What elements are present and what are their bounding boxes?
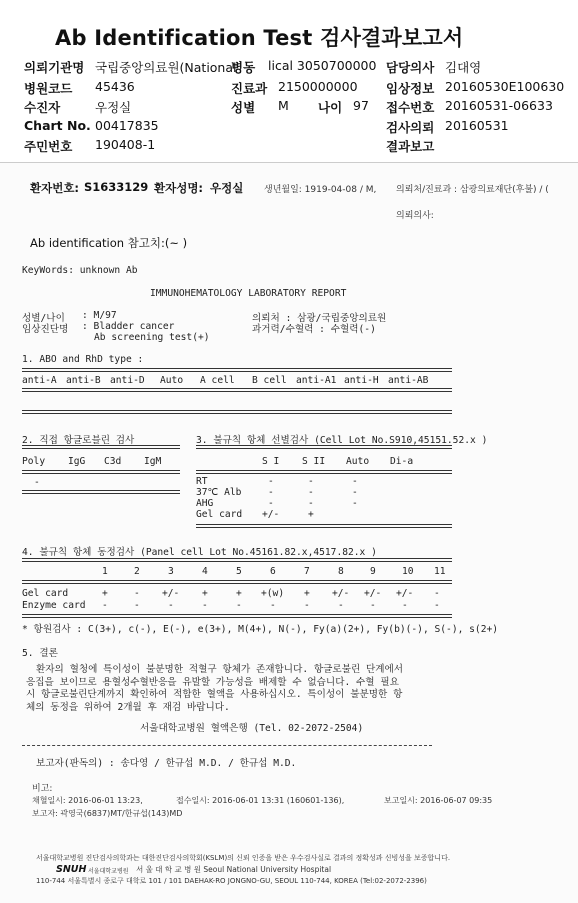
sex-label: 성별 [231, 100, 256, 115]
sec2-value: - [34, 477, 40, 488]
sec3-cell: - [268, 476, 274, 487]
certification-text: 서울대학교병원 진단검사의학과는 대한진단검사의학회(KSLM)의 신뢰 인증을 받은 우수검사실로 결과의 정확성과 신빙성을 보증합니다. [36, 854, 451, 862]
sec3-cell: - [308, 476, 314, 487]
sec4-cell: + [102, 588, 108, 599]
diagnosis-label: 임상진단명 [22, 324, 69, 335]
sec4-cell: +/- [396, 588, 414, 599]
sec3-cell: - [308, 487, 314, 498]
snuh-logo-sub: 서울대학교병원 [88, 868, 129, 875]
sec4-cell: - [102, 600, 108, 611]
sec1-col-header: anti-A1 [296, 375, 337, 386]
chart-no-value: 00417835 [95, 118, 159, 133]
sec1-rule-bottom [22, 410, 452, 414]
sec4-col-header: 1 [102, 566, 108, 577]
reported-date: 보고일시: 2016-06-07 09:35 [384, 796, 493, 805]
sec2-col-header: IgM [144, 456, 162, 467]
sec4-cell: - [236, 600, 242, 611]
sexage-label: 성별/나이 [22, 313, 65, 324]
patient-name: 우정실 [210, 181, 244, 195]
sec4-col-header: 4 [202, 566, 208, 577]
patient-name-label: 환자성명: [154, 181, 204, 195]
sec4-cell: +/- [162, 588, 180, 599]
sec1-col-header: anti-H [344, 375, 379, 386]
sec4-rule-top [22, 558, 452, 562]
hospital-name: 서 울 대 학 교 병 원 Seoul National University Hospital [136, 865, 332, 874]
doctor-label: 담당의사 [386, 60, 435, 75]
sign-rule [22, 745, 432, 746]
patient-id: S1633129 [84, 180, 149, 194]
lab-title: IMMUNOHEMATOLOGY LABORATORY REPORT [150, 288, 347, 299]
sex-value: M [278, 98, 289, 113]
sec2-col-header: IgG [68, 456, 86, 467]
sec3-cell: +/- [262, 509, 280, 520]
sec1-col-header: anti-A [22, 375, 57, 386]
divider [0, 162, 578, 163]
sec3-cell: + [308, 509, 314, 520]
sec2-title: 2. 직접 항글로블린 검사 [22, 435, 135, 446]
chart-no-label: Chart No. [24, 118, 91, 133]
sec3-cell: - [308, 498, 314, 509]
dept-value: 2150000000 [278, 79, 358, 94]
clinical-info-label: 임상정보 [386, 81, 435, 96]
sec4-row-label: Enzyme card [22, 600, 86, 611]
sec4-cell: - [270, 600, 276, 611]
sec4-rule-bottom [22, 614, 452, 618]
sec3-header-row [196, 456, 456, 468]
sec3-row-label: RT [196, 476, 208, 487]
blood-bank-sign: 서울대학교병원 혈액은행 (Tel. 02-2072-2504) [140, 723, 364, 734]
sec4-col-header: 6 [270, 566, 276, 577]
hospital-code-value: 45436 [95, 79, 135, 94]
sec3-row-label: Gel card [196, 509, 243, 520]
ward-value: lical 3050700000 [268, 58, 377, 73]
reporter: 보고자(판독의) : 송다영 / 한규섭 M.D. / 한규섭 M.D. [36, 758, 297, 769]
note-label: 비고: [32, 784, 53, 794]
doctor-value: 김대영 [445, 60, 482, 75]
sec5-title: 5. 결론 [22, 648, 58, 659]
sec1-col-header: Auto [160, 375, 184, 386]
dept-label: 진료과 [231, 81, 268, 96]
sec4-cell: + [304, 588, 310, 599]
sec3-rule-top [196, 445, 452, 449]
diagnosis-value: : Bladder cancer [82, 321, 175, 332]
sec3-col-header: Auto [346, 456, 370, 467]
sec4-cell: +/- [332, 588, 350, 599]
examiner-value: 우정실 [95, 100, 132, 115]
conclusion-line: 체의 동정을 위하여 2개월 후 재검 바랍니다. [26, 701, 230, 713]
reception-no-value: 20160531-06633 [445, 98, 553, 113]
sec4-cell: - [134, 600, 140, 611]
patient-id-label: 환자번호: [30, 181, 80, 195]
collected-date: 채혈일시: 2016-06-01 13:23, [32, 796, 143, 805]
sec2-rule-top [22, 445, 180, 449]
requester: 의뢰처/진료과 : 삼광의료재단(후불) / ( [396, 185, 549, 195]
sec3-cell: - [352, 498, 358, 509]
antigen-test: * 항원검사 : C(3+), c(-), E(-), e(3+), M(4+), N(-), Fy(a)(2+), Fy(b)(-), S(-), s(2+) [22, 624, 499, 635]
sexage-value: : M/97 [82, 310, 117, 321]
sec3-row-label: AHG [196, 498, 214, 509]
sec4-col-header: 9 [370, 566, 376, 577]
conclusion-line: 시 항글로불린단계까지 확인하여 적합한 혈액을 사용하십시오. 특이성이 불분명한 항 [26, 689, 403, 700]
sec1-rule-top [22, 368, 452, 372]
sec1-col-header: B cell [252, 375, 287, 386]
sec3-title: 3. 불규칙 항체 선별검사 (Cell Lot No.S910,45151.52.x ) [196, 435, 488, 446]
conclusion-line: 응집을 보이므로 용혈성수혈반응을 유발할 가능성을 배제할 수 없습니다. 수혈 필요 [26, 676, 399, 688]
report-title: Ab Identification Test 검사결과보고서 [55, 26, 464, 50]
sec3-col-header: S I [262, 456, 280, 467]
sec3-row-label: 37℃ Alb [196, 487, 242, 498]
sec2-col-header: C3d [104, 456, 122, 467]
sec4-cell: - [168, 600, 174, 611]
staff: 보고자: 곽영국(6837)MT/한규섭(143)MD [32, 809, 183, 818]
clinical-info-value: 20160530E100630 [445, 79, 565, 94]
sec4-header-row [22, 566, 462, 578]
request-date-label: 검사의뢰 [386, 120, 435, 135]
sec3-cell: - [268, 498, 274, 509]
sec2-col-header: Poly [22, 456, 46, 467]
sec2-rule-bottom [22, 490, 180, 494]
sec4-cell: - [402, 600, 408, 611]
report-label: 결과보고 [386, 139, 435, 154]
sec3-cell: - [268, 487, 274, 498]
hospital-code-label: 병원코드 [24, 81, 73, 96]
sec4-cell: + [202, 588, 208, 599]
sec4-cell: - [434, 588, 440, 599]
keywords: KeyWords: unknown Ab [22, 265, 138, 276]
sec4-rule-mid [22, 580, 452, 584]
sec3-rule-mid [196, 470, 452, 474]
sec1-title: 1. ABO and RhD type : [22, 354, 144, 365]
sec4-title: 4. 불규칙 항체 동정검사 (Panel cell Lot No.45161.82.x,4517.82.x ) [22, 547, 377, 558]
sec4-table [22, 588, 462, 614]
request-date-value: 20160531 [445, 118, 509, 133]
sec4-cell: - [202, 600, 208, 611]
sec1-col-header: anti-D [110, 375, 145, 386]
sec4-cell: - [370, 600, 376, 611]
age-label: 나이 [318, 100, 343, 115]
request-doctor: 의뢰의사: [396, 211, 434, 221]
sec4-cell: +(w) [261, 588, 285, 599]
hospital-address: 110-744 서울특별시 종로구 대학로 101 / 101 DAEHAK-RO JONGNO-GU, SEOUL 110-744, KOREA (Tel:02-2072-2396) [36, 877, 427, 885]
institution-value: 국립중앙의료원(National [95, 60, 237, 75]
sec1-col-header: anti-B [66, 375, 101, 386]
received-date: 접수일시: 2016-06-01 13:31 (160601-136), [176, 796, 345, 805]
sec4-cell: - [134, 588, 140, 599]
examiner-label: 수진자 [24, 100, 61, 115]
resident-no-label: 주민번호 [24, 139, 73, 154]
sec4-col-header: 5 [236, 566, 242, 577]
sec4-row-label: Gel card [22, 588, 69, 599]
sec3-rule-bottom [196, 524, 452, 528]
sec4-col-header: 2 [134, 566, 140, 577]
diagnosis-value-2: Ab screening test(+) [94, 332, 210, 343]
ward-label: 병동 [231, 60, 256, 75]
sec4-col-header: 11 [434, 566, 446, 577]
sec4-cell: - [434, 600, 440, 611]
sec3-cell: - [352, 476, 358, 487]
conclusion-line: 환자의 혈청에 특이성이 불분명한 적혈구 항체가 존재합니다. 항글로불린 단계에서 [36, 664, 404, 675]
sec4-col-header: 10 [402, 566, 414, 577]
sec3-cell: - [352, 487, 358, 498]
sec4-col-header: 3 [168, 566, 174, 577]
snuh-logo: SNUH [56, 864, 87, 875]
history: 과거력/수혈력 : 수혈력(-) [252, 324, 376, 335]
sec1-col-header: A cell [200, 375, 235, 386]
reception-no-label: 접수번호 [386, 100, 435, 115]
institution-label: 의뢰기관명 [24, 60, 85, 75]
resident-no-value: 190408-1 [95, 137, 156, 152]
conclusion-text [26, 664, 404, 714]
sec4-cell: +/- [364, 588, 382, 599]
sec3-col-header: S II [302, 456, 326, 467]
sec4-cell: + [236, 588, 242, 599]
sec2-rule-mid [22, 470, 180, 474]
sec3-table [196, 476, 456, 524]
origin: 의뢰처 : 삼광/국립중앙의료원 [252, 313, 387, 324]
sec4-col-header: 7 [304, 566, 310, 577]
sec4-cell: - [304, 600, 310, 611]
age-value: 97 [353, 98, 369, 113]
sec1-rule-mid [22, 388, 452, 392]
sec1-col-header: anti-AB [388, 375, 429, 386]
sec3-col-header: Di-a [390, 456, 414, 467]
sec4-col-header: 8 [338, 566, 344, 577]
reference-title: Ab identification 참고치:(~ ) [30, 236, 188, 250]
sec4-cell: - [338, 600, 344, 611]
patient-dob: 생년월일: 1919-04-08 / M, [264, 185, 377, 195]
